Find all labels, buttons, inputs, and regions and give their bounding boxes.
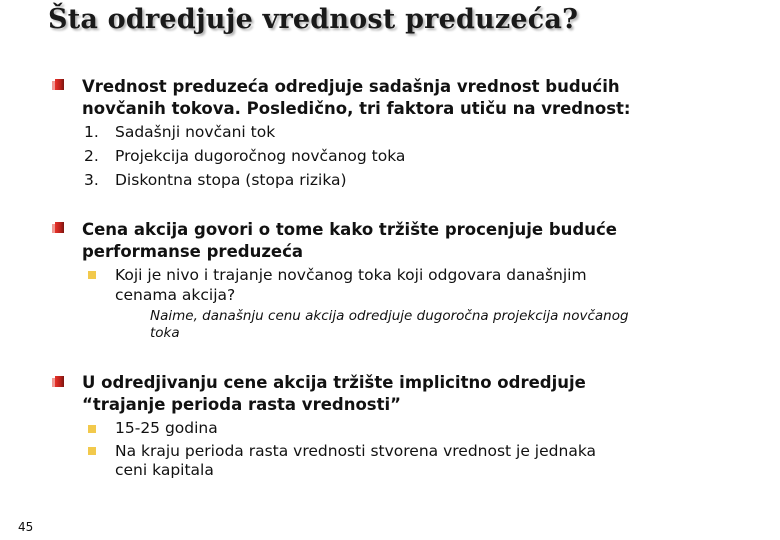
list-item: Sadašnji novčani tok xyxy=(115,123,276,141)
section-heading-line: “trajanje perioda rasta vrednosti” xyxy=(82,395,401,414)
note-line: Naime, današnju cenu akcija odredjuje dugoročna projekcija novčanog xyxy=(150,308,629,324)
slide-title: Šta odredjuje vrednost preduzeća? xyxy=(48,4,579,35)
section-heading-line: novčanih tokova. Posledično, tri faktora utiču na vrednost: xyxy=(82,99,631,118)
list-item: Diskontna stopa (stopa rizika) xyxy=(115,171,347,189)
note-line: toka xyxy=(150,325,180,341)
list-number: 3. xyxy=(84,171,99,189)
list-item: Projekcija dugoročnog novčanog toka xyxy=(115,147,406,165)
list-number: 1. xyxy=(84,123,99,141)
page-number: 45 xyxy=(18,520,34,534)
sub-item-line: 15-25 godina xyxy=(115,419,218,437)
red-square-bullet-icon xyxy=(55,79,64,90)
section-heading-line: performanse preduzeća xyxy=(82,242,304,261)
sub-item-line: ceni kapitala xyxy=(115,461,214,479)
sub-item-line: Na kraju perioda rasta vrednosti stvorena vrednost je jednaka xyxy=(115,442,597,460)
section-heading-line: Cena akcija govori o tome kako tržište procenjuje buduće xyxy=(82,220,617,239)
section-heading-line: U odredjivanju cene akcija tržište implicitno odredjuje xyxy=(82,373,586,392)
red-square-bullet-icon xyxy=(55,222,64,233)
yellow-square-bullet-icon xyxy=(88,447,96,455)
red-square-bullet-icon xyxy=(55,376,64,387)
list-number: 2. xyxy=(84,147,99,165)
yellow-square-bullet-icon xyxy=(88,425,96,433)
yellow-square-bullet-icon xyxy=(88,271,96,279)
sub-item-line: Koji je nivo i trajanje novčanog toka koji odgovara današnjim xyxy=(115,266,587,284)
section-heading-line: Vrednost preduzeća odredjuje sadašnja vrednost budućih xyxy=(82,77,620,96)
sub-item-line: cenama akcija? xyxy=(115,286,236,304)
